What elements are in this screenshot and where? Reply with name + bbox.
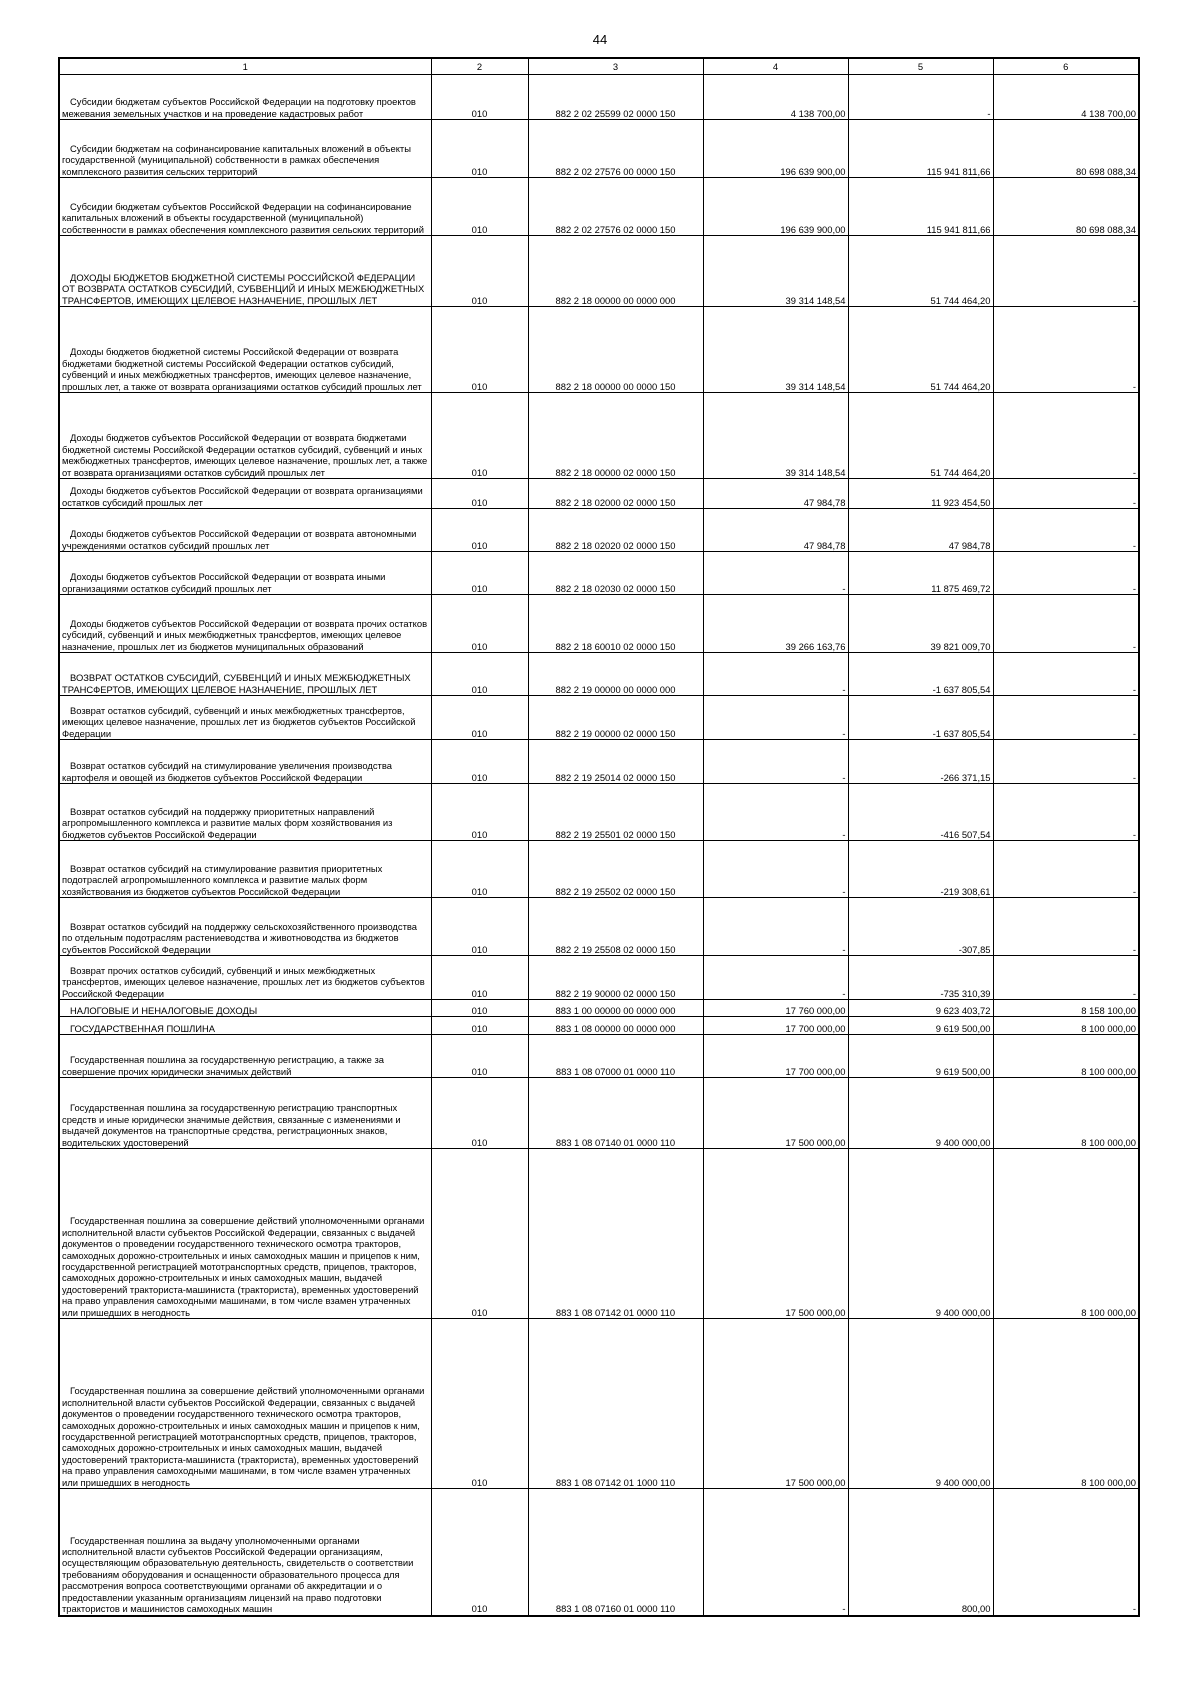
row-name: Субсидии бюджетам на софинансирование капитальных вложений в объекты государственной (муниципальной) собственности в рамках обеспечения комплексного развития сельских территорий	[59, 120, 431, 178]
row-line-code: 010	[431, 552, 528, 595]
row-name: Доходы бюджетов субъектов Российской Федерации от возврата прочих остатков субсидий, субвенций и иных межбюджетных трансфертов, имеющих целевое назначение, прошлых лет из бюджетов муниципальных образований	[59, 595, 431, 653]
table-row	[59, 75, 1139, 120]
table-row	[59, 956, 1139, 1000]
row-name: Доходы бюджетов субъектов Российской Федерации от возврата автономными учреждениями остатков субсидий прошлых лет	[59, 509, 431, 552]
row-approved: -	[703, 552, 848, 595]
row-budget-code: 883 1 08 07000 01 0000 110	[528, 1035, 703, 1078]
row-budget-code: 882 2 18 02020 02 0000 150	[528, 509, 703, 552]
column-number-row	[59, 58, 1139, 75]
row-executed: 51 744 464,20	[848, 236, 993, 307]
row-budget-code: 882 2 19 00000 02 0000 150	[528, 696, 703, 740]
row-name: Возврат остатков субсидий на поддержку приоритетных направлений агропромышленного комплекса и развитие малых форм хозяйствования из бюджетов субъектов Российской Федерации	[59, 784, 431, 841]
row-name: Государственная пошлина за государственную регистрацию транспортных средств и иные юридически значимые действия, связанные с изменениями и выдачей документов на транспортные средства, регистрационных знаков, водительских удостоверений	[59, 1078, 431, 1149]
row-budget-code: 882 2 19 25014 02 0000 150	[528, 740, 703, 784]
row-executed: 9 623 403,72	[848, 1000, 993, 1017]
row-approved: 47 984,78	[703, 509, 848, 552]
row-remaining: 8 100 000,00	[993, 1149, 1139, 1319]
table-row	[59, 120, 1139, 178]
row-budget-code: 883 1 08 00000 00 0000 000	[528, 1017, 703, 1035]
column-header-6: 6	[993, 58, 1139, 75]
table-row	[59, 898, 1139, 956]
row-budget-code: 883 1 08 07142 01 0000 110	[528, 1149, 703, 1319]
row-remaining: -	[993, 1489, 1139, 1616]
row-approved: 39 266 163,76	[703, 595, 848, 653]
row-line-code: 010	[431, 1000, 528, 1017]
row-approved: 4 138 700,00	[703, 75, 848, 120]
row-approved: -	[703, 653, 848, 696]
row-approved: 17 500 000,00	[703, 1149, 848, 1319]
row-executed: 51 744 464,20	[848, 393, 993, 479]
row-executed: -307,85	[848, 898, 993, 956]
row-line-code: 010	[431, 479, 528, 509]
row-line-code: 010	[431, 784, 528, 841]
row-remaining: 80 698 088,34	[993, 120, 1139, 178]
row-line-code: 010	[431, 956, 528, 1000]
row-remaining: 8 100 000,00	[993, 1078, 1139, 1149]
row-line-code: 010	[431, 307, 528, 393]
row-remaining: -	[993, 509, 1139, 552]
row-executed: 51 744 464,20	[848, 307, 993, 393]
row-line-code: 010	[431, 236, 528, 307]
table-row	[59, 1078, 1139, 1149]
row-remaining: 80 698 088,34	[993, 178, 1139, 236]
budget-table	[58, 57, 1140, 1617]
table-row	[59, 552, 1139, 595]
row-name: Субсидии бюджетам субъектов Российской Федерации на подготовку проектов межевания земельных участков и на проведение кадастровых работ	[59, 75, 431, 120]
row-executed: -735 310,39	[848, 956, 993, 1000]
row-line-code: 010	[431, 1035, 528, 1078]
row-budget-code: 882 2 19 25508 02 0000 150	[528, 898, 703, 956]
row-remaining: -	[993, 841, 1139, 898]
row-approved: 39 314 148,54	[703, 393, 848, 479]
table-row	[59, 307, 1139, 393]
row-line-code: 010	[431, 1017, 528, 1035]
row-executed: -1 637 805,54	[848, 696, 993, 740]
row-executed: -1 637 805,54	[848, 653, 993, 696]
row-name: НАЛОГОВЫЕ И НЕНАЛОГОВЫЕ ДОХОДЫ	[59, 1000, 431, 1017]
row-remaining: -	[993, 696, 1139, 740]
row-remaining: 8 100 000,00	[993, 1017, 1139, 1035]
row-name: ДОХОДЫ БЮДЖЕТОВ БЮДЖЕТНОЙ СИСТЕМЫ РОССИЙСКОЙ ФЕДЕРАЦИИ ОТ ВОЗВРАТА ОСТАТКОВ СУБСИДИЙ, СУБВЕНЦИЙ И ИНЫХ МЕЖБЮДЖЕТНЫХ ТРАНСФЕРТОВ, ИМЕЮЩИХ ЦЕЛЕВОЕ НАЗНАЧЕНИЕ, ПРОШЛЫХ ЛЕТ	[59, 236, 431, 307]
row-approved: 17 500 000,00	[703, 1078, 848, 1149]
row-remaining: -	[993, 595, 1139, 653]
row-approved: 196 639 900,00	[703, 120, 848, 178]
table-row	[59, 479, 1139, 509]
row-executed: 11 875 469,72	[848, 552, 993, 595]
table-row	[59, 653, 1139, 696]
table-row	[59, 740, 1139, 784]
row-executed: 115 941 811,66	[848, 120, 993, 178]
row-name: Доходы бюджетов субъектов Российской Федерации от возврата организациями остатков субсидий прошлых лет	[59, 479, 431, 509]
row-line-code: 010	[431, 178, 528, 236]
row-executed: 9 619 500,00	[848, 1017, 993, 1035]
row-remaining: -	[993, 653, 1139, 696]
row-approved: 39 314 148,54	[703, 307, 848, 393]
column-header-4: 4	[703, 58, 848, 75]
row-executed: 9 400 000,00	[848, 1078, 993, 1149]
row-name: Субсидии бюджетам субъектов Российской Федерации на софинансирование капитальных вложений в объекты государственной (муниципальной) собственности в рамках обеспечения комплексного развития сельских территорий	[59, 178, 431, 236]
row-line-code: 010	[431, 1489, 528, 1616]
row-executed: 47 984,78	[848, 509, 993, 552]
column-header-2: 2	[431, 58, 528, 75]
row-remaining: -	[993, 784, 1139, 841]
row-approved: 47 984,78	[703, 479, 848, 509]
row-executed: 9 619 500,00	[848, 1035, 993, 1078]
row-executed: 39 821 009,70	[848, 595, 993, 653]
row-budget-code: 882 2 19 90000 02 0000 150	[528, 956, 703, 1000]
row-name: Возврат прочих остатков субсидий, субвенций и иных межбюджетных трансфертов, имеющих целевое назначение, прошлых лет из бюджетов субъектов Российской Федерации	[59, 956, 431, 1000]
column-header-1: 1	[59, 58, 431, 75]
row-executed: -416 507,54	[848, 784, 993, 841]
row-budget-code: 882 2 19 25501 02 0000 150	[528, 784, 703, 841]
row-name: Доходы бюджетов субъектов Российской Федерации от возврата бюджетами бюджетной системы Российской Федерации остатков субсидий, субвенций и иных межбюджетных трансфертов, имеющих целевое назначение, прошлых лет, а также от возврата организациями остатков субсидий прошлых лет	[59, 393, 431, 479]
column-header-3: 3	[528, 58, 703, 75]
table-row	[59, 236, 1139, 307]
row-name: ГОСУДАРСТВЕННАЯ ПОШЛИНА	[59, 1017, 431, 1035]
row-approved: -	[703, 956, 848, 1000]
table-row	[59, 1035, 1139, 1078]
row-line-code: 010	[431, 120, 528, 178]
row-remaining: -	[993, 552, 1139, 595]
row-approved: 39 314 148,54	[703, 236, 848, 307]
row-remaining: 8 100 000,00	[993, 1319, 1139, 1489]
row-approved: -	[703, 784, 848, 841]
row-approved: 17 500 000,00	[703, 1319, 848, 1489]
row-remaining: -	[993, 740, 1139, 784]
row-remaining: -	[993, 479, 1139, 509]
row-budget-code: 883 1 08 07142 01 1000 110	[528, 1319, 703, 1489]
row-line-code: 010	[431, 1078, 528, 1149]
row-executed: 9 400 000,00	[848, 1319, 993, 1489]
row-name: Государственная пошлина за выдачу уполномоченными органами исполнительной власти субъектов Российской Федерации организациям, осуществляющим образовательную деятельность, свидетельств о соответствии требованиям оборудования и оснащенности образовательного процесса для рассмотрения вопроса соответствующими органами об аккредитации и о предоставлении указанным организациям лицензий на право подготовки трактористов и машинистов самоходных машин	[59, 1489, 431, 1616]
row-budget-code: 883 1 08 07140 01 0000 110	[528, 1078, 703, 1149]
row-executed: 11 923 454,50	[848, 479, 993, 509]
table-row	[59, 1000, 1139, 1017]
row-name: Доходы бюджетов бюджетной системы Российской Федерации от возврата бюджетами бюджетной системы Российской Федерации остатков субсидий, субвенций и иных межбюджетных трансфертов, имеющих целевое назначение, прошлых лет, а также от возврата организациями остатков субсидий прошлых лет	[59, 307, 431, 393]
table-body	[59, 75, 1139, 1616]
row-line-code: 010	[431, 595, 528, 653]
row-budget-code: 882 2 18 02030 02 0000 150	[528, 552, 703, 595]
row-remaining: -	[993, 393, 1139, 479]
page-number: 44	[592, 32, 608, 47]
row-budget-code: 882 2 18 60010 02 0000 150	[528, 595, 703, 653]
row-approved: -	[703, 696, 848, 740]
row-name: Государственная пошлина за государственную регистрацию, а также за совершение прочих юридически значимых действий	[59, 1035, 431, 1078]
row-executed: -	[848, 75, 993, 120]
row-budget-code: 882 2 19 00000 00 0000 000	[528, 653, 703, 696]
row-budget-code: 882 2 02 25599 02 0000 150	[528, 75, 703, 120]
row-name: Государственная пошлина за совершение действий уполномоченными органами исполнительной власти субъектов Российской Федерации, связанных с выдачей документов о проведении государственного технического осмотра тракторов, самоходных дорожно-строительных и иных самоходных машин и прицепов к ним, государственной регистрацией мототранспортных средств, прицепов, тракторов, самоходных дорожно-строительных и иных самоходных машин, выдачей удостоверений тракториста-машиниста (тракториста), временных удостоверений на право управления самоходными машинами, в том числе взамен утраченных или пришедших в негодность	[59, 1149, 431, 1319]
column-header-5: 5	[848, 58, 993, 75]
row-name: Возврат остатков субсидий на поддержку сельскохозяйственного производства по отдельным подотраслям растениеводства и животноводства из бюджетов субъектов Российской Федерации	[59, 898, 431, 956]
row-remaining: 8 158 100,00	[993, 1000, 1139, 1017]
row-name: Возврат остатков субсидий на стимулирование развития приоритетных подотраслей агропромышленного комплекса и развитие малых форм хозяйствования из бюджетов субъектов Российской Федерации	[59, 841, 431, 898]
row-line-code: 010	[431, 509, 528, 552]
row-budget-code: 882 2 19 25502 02 0000 150	[528, 841, 703, 898]
table-row	[59, 784, 1139, 841]
row-name: Государственная пошлина за совершение действий уполномоченными органами исполнительной власти субъектов Российской Федерации, связанных с выдачей документов о проведении государственного технического осмотра тракторов, самоходных дорожно-строительных и иных самоходных машин и прицепов к ним, государственной регистрацией мототранспортных средств, прицепов, тракторов, самоходных дорожно-строительных и иных самоходных машин, выдачей удостоверений тракториста-машиниста (тракториста), временных удостоверений на право управления самоходными машинами, в том числе взамен утраченных или пришедших в негодность	[59, 1319, 431, 1489]
row-line-code: 010	[431, 696, 528, 740]
row-remaining: -	[993, 898, 1139, 956]
table-row	[59, 1017, 1139, 1035]
table-row	[59, 1489, 1139, 1616]
row-budget-code: 882 2 18 02000 02 0000 150	[528, 479, 703, 509]
row-approved: 17 700 000,00	[703, 1017, 848, 1035]
row-approved: 196 639 900,00	[703, 178, 848, 236]
row-remaining: -	[993, 307, 1139, 393]
table-row	[59, 595, 1139, 653]
row-budget-code: 882 2 02 27576 00 0000 150	[528, 120, 703, 178]
row-line-code: 010	[431, 1319, 528, 1489]
row-remaining: -	[993, 236, 1139, 307]
row-executed: 800,00	[848, 1489, 993, 1616]
row-approved: 17 760 000,00	[703, 1000, 848, 1017]
row-name: Доходы бюджетов субъектов Российской Федерации от возврата иными организациями остатков субсидий прошлых лет	[59, 552, 431, 595]
row-budget-code: 882 2 02 27576 02 0000 150	[528, 178, 703, 236]
row-executed: -266 371,15	[848, 740, 993, 784]
table-row	[59, 509, 1139, 552]
table-row	[59, 696, 1139, 740]
row-remaining: 4 138 700,00	[993, 75, 1139, 120]
row-name: Возврат остатков субсидий, субвенций и иных межбюджетных трансфертов, имеющих целевое назначение, прошлых лет из бюджетов субъектов Российской Федерации	[59, 696, 431, 740]
row-executed: 9 400 000,00	[848, 1149, 993, 1319]
row-approved: -	[703, 740, 848, 784]
row-line-code: 010	[431, 740, 528, 784]
row-executed: 115 941 811,66	[848, 178, 993, 236]
row-approved: -	[703, 898, 848, 956]
table-row	[59, 178, 1139, 236]
row-executed: -219 308,61	[848, 841, 993, 898]
table-row	[59, 393, 1139, 479]
row-line-code: 010	[431, 1149, 528, 1319]
row-remaining: -	[993, 956, 1139, 1000]
row-remaining: 8 100 000,00	[993, 1035, 1139, 1078]
row-approved: -	[703, 1489, 848, 1616]
table-row	[59, 1149, 1139, 1319]
table-row	[59, 1319, 1139, 1489]
row-approved: 17 700 000,00	[703, 1035, 848, 1078]
row-line-code: 010	[431, 393, 528, 479]
row-name: ВОЗВРАТ ОСТАТКОВ СУБСИДИЙ, СУБВЕНЦИЙ И ИНЫХ МЕЖБЮДЖЕТНЫХ ТРАНСФЕРТОВ, ИМЕЮЩИХ ЦЕЛЕВОЕ НАЗНАЧЕНИЕ, ПРОШЛЫХ ЛЕТ	[59, 653, 431, 696]
row-approved: -	[703, 841, 848, 898]
row-budget-code: 882 2 18 00000 02 0000 150	[528, 393, 703, 479]
row-line-code: 010	[431, 898, 528, 956]
row-line-code: 010	[431, 75, 528, 120]
row-budget-code: 882 2 18 00000 00 0000 000	[528, 236, 703, 307]
table-row	[59, 841, 1139, 898]
row-budget-code: 883 1 08 07160 01 0000 110	[528, 1489, 703, 1616]
row-line-code: 010	[431, 841, 528, 898]
row-budget-code: 882 2 18 00000 00 0000 150	[528, 307, 703, 393]
row-line-code: 010	[431, 653, 528, 696]
row-name: Возврат остатков субсидий на стимулирование увеличения производства картофеля и овощей из бюджетов субъектов Российской Федерации	[59, 740, 431, 784]
row-budget-code: 883 1 00 00000 00 0000 000	[528, 1000, 703, 1017]
